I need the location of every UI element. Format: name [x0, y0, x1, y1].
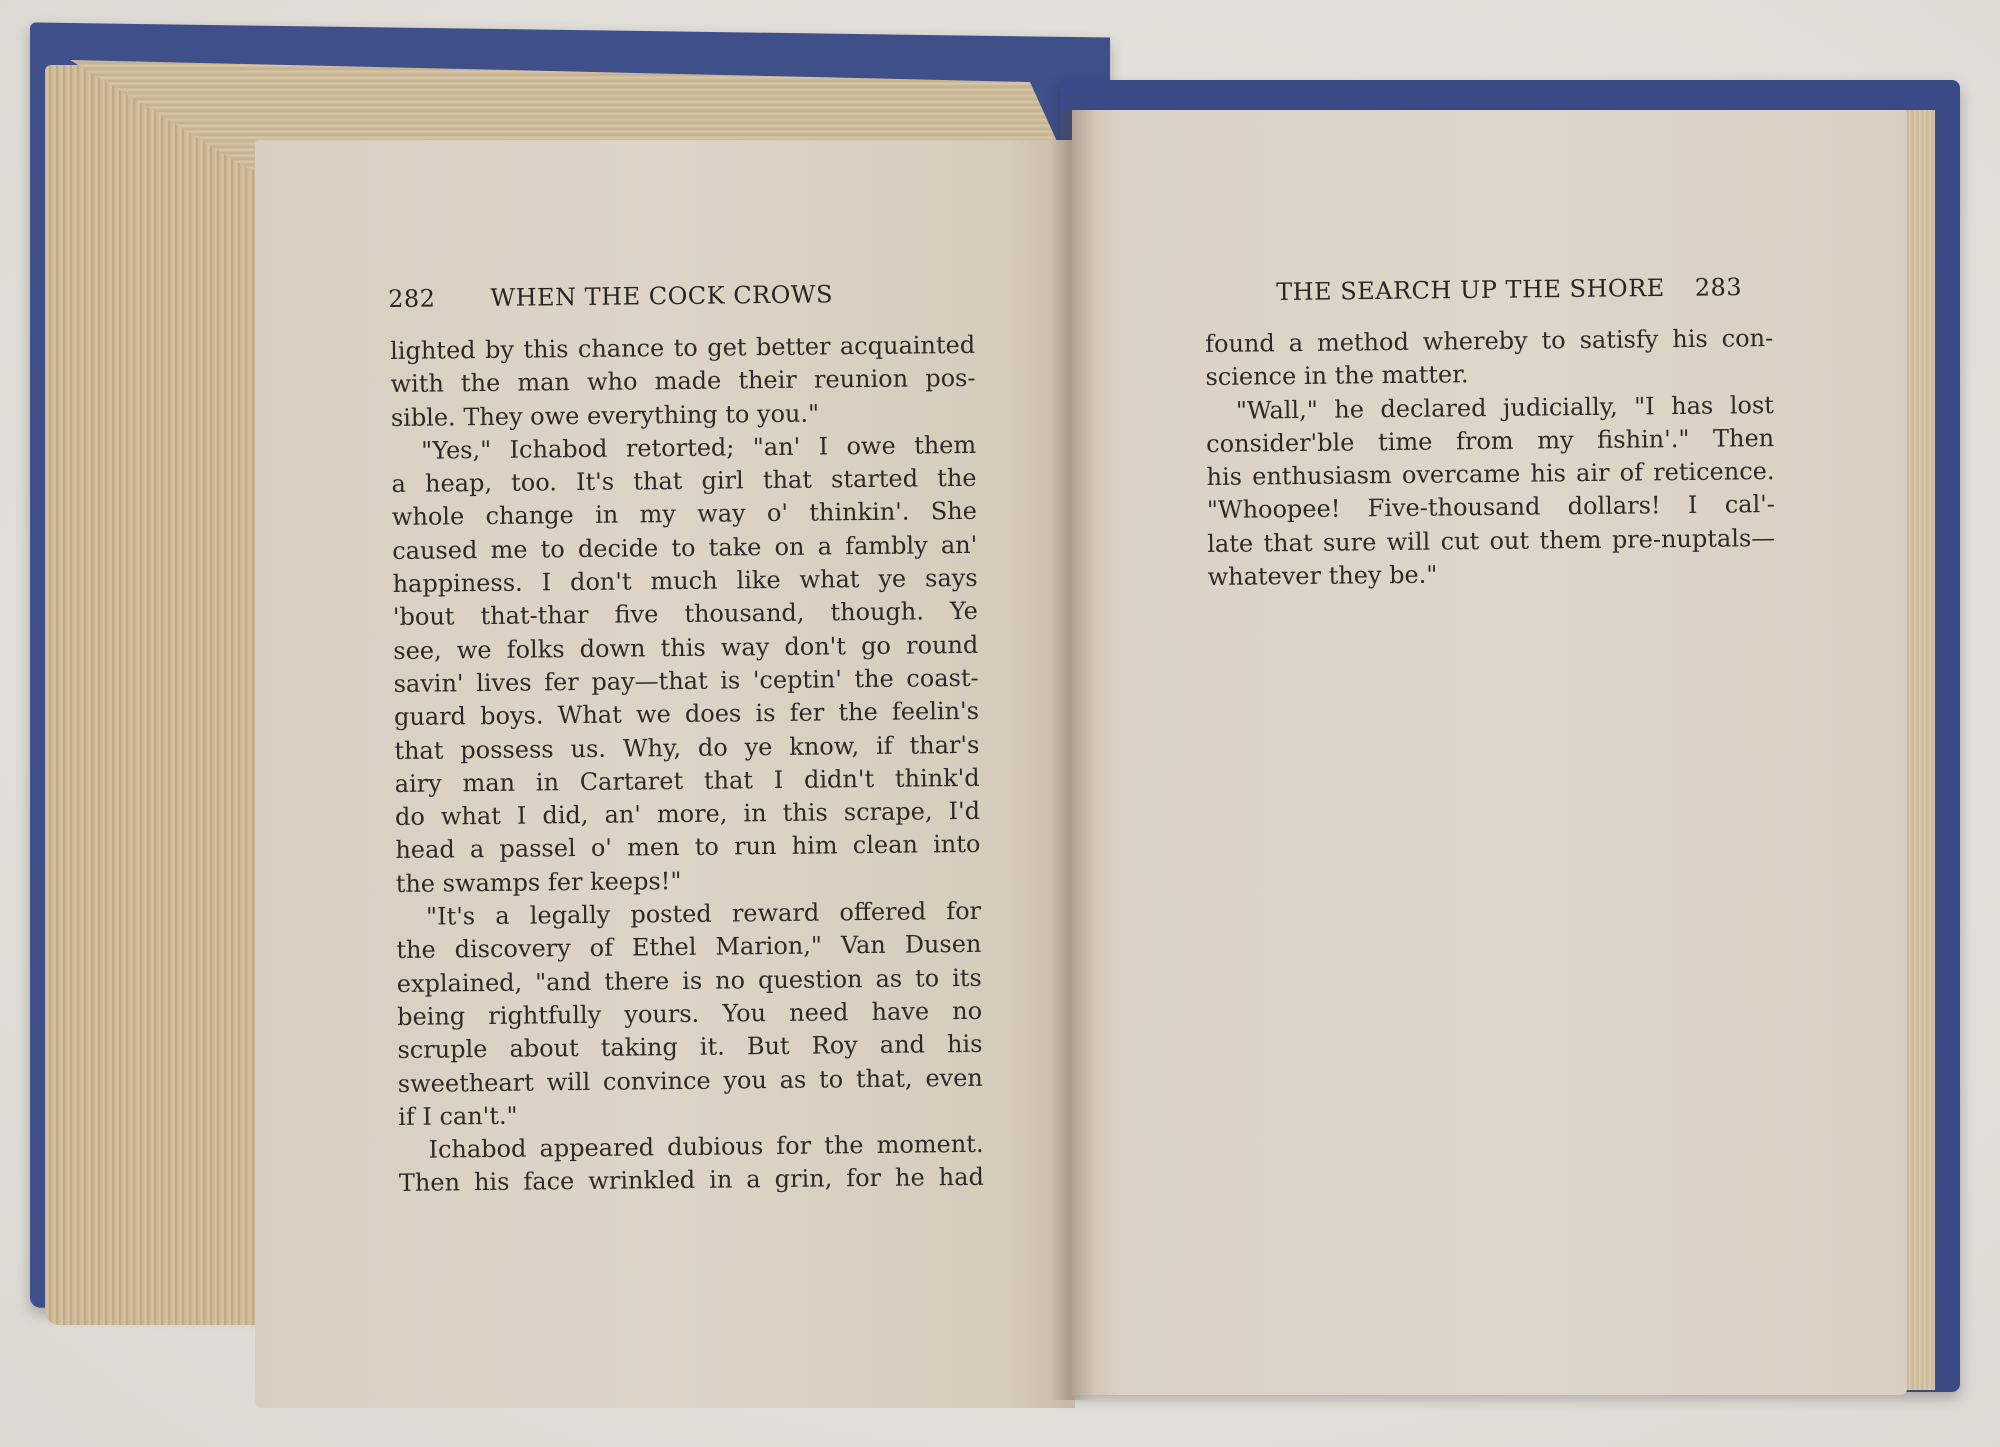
text-line: savin' lives fer pay—that is 'ceptin' the coast-: [393, 663, 979, 698]
text-line: lighted by this chance to get better acquainted: [390, 330, 976, 365]
text-line: a heap, too. It's that girl that started the: [391, 464, 977, 499]
right-page-number: 283: [1694, 273, 1743, 302]
text-line: found a method whereby to satisfy his con-: [1205, 324, 1774, 358]
left-page-body: [390, 329, 984, 1201]
page-block-edges-left: [45, 65, 275, 1325]
text-line: science in the matter.: [1205, 360, 1469, 392]
gutter-shadow: [1050, 110, 1095, 1400]
text-line: head a passel o' men to run him clean into: [395, 830, 981, 865]
text-line: "Wall," he declared judicially, "I has lost: [1235, 390, 1774, 425]
text-line: 'bout that-thar five thousand, though. Ye: [392, 597, 979, 632]
text-line: consider'ble time from my fishin'." Then: [1206, 423, 1775, 458]
text-line: Then his face wrinkled in a grin, for he had: [398, 1163, 984, 1198]
text-line: being rightfully yours. You need have no: [396, 996, 983, 1031]
text-line: happiness. I don't much like what ye says: [392, 563, 978, 599]
text-line: guard boys. What we does is fer the feelin's: [393, 697, 980, 732]
text-line: sweetheart will convince you as to that, even: [397, 1063, 983, 1098]
text-line: the discovery of Ethel Marion," Van Dusen: [396, 930, 982, 965]
right-running-head: [1276, 273, 1742, 306]
text-line: whole change in my way o' thinkin'. She: [391, 497, 978, 532]
right-running-title: THE SEARCH UP THE SHORE: [1276, 273, 1665, 306]
text-line: scruple about taking it. But Roy and his: [397, 1030, 983, 1065]
text-line: Ichabod appeared dubious for the moment.: [428, 1129, 984, 1164]
text-line: the swamps fer keeps!": [395, 866, 682, 898]
text-line: that possess us. Why, do ye know, if thar's: [394, 730, 980, 765]
text-line: late that sure will cut out them pre-nuptals—: [1207, 523, 1776, 558]
text-line: "Whoopee! Five-thousand dollars! I cal'-: [1206, 490, 1776, 525]
left-running-head: [388, 280, 833, 313]
right-page-body: [1205, 322, 1776, 594]
text-line: do what I did, an' more, in this scrape, I'd: [394, 797, 981, 832]
text-line: with the man who made their reunion pos-: [390, 364, 976, 399]
left-page-number: 282: [388, 284, 436, 313]
text-line: "Yes," Ichabod retorted; "an' I owe them: [421, 430, 977, 465]
text-line: airy man in Cartaret that I didn't think'd: [394, 763, 980, 798]
text-line: explained, "and there is no question as to its: [396, 963, 982, 998]
text-line: "It's a legally posted reward offered for: [425, 896, 982, 931]
text-line: if I can't.": [398, 1101, 518, 1131]
text-line: whatever they be.": [1207, 560, 1438, 592]
text-line: caused me to decide to take on a fambly an': [392, 530, 978, 565]
text-line: his enthusiasm overcame his air of reticence.: [1206, 457, 1775, 492]
text-line: see, we folks down this way don't go round: [393, 630, 979, 665]
left-running-title: WHEN THE COCK CROWS: [490, 280, 834, 312]
text-line: sible. They owe everything to you.": [390, 399, 820, 432]
